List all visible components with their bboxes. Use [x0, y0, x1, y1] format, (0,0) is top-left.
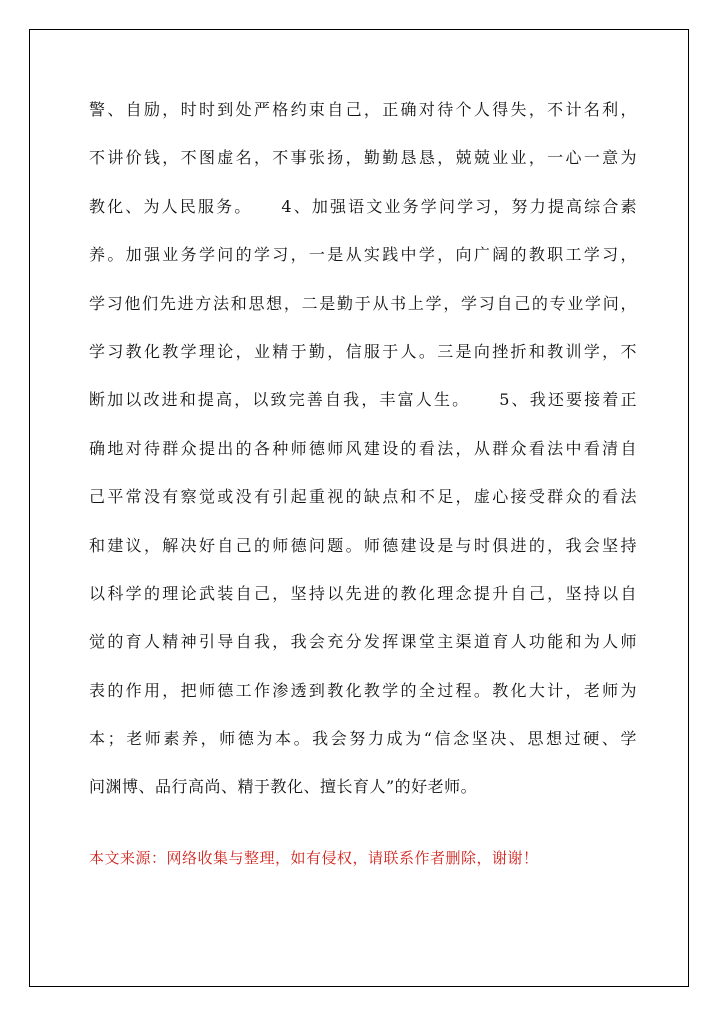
source-note: 本文来源：网络收集与整理，如有侵权，请联系作者删除，谢谢！ [89, 849, 539, 867]
body-text [89, 86, 637, 812]
text-line-15: 问渊博、品行高尚、精于教化、擅长育人”的好老师。 [89, 777, 478, 797]
text-line-2: 不讲价钱，不图虚名，不事张扬，勤勤恳恳，兢兢业业，一心一意为 [89, 148, 637, 168]
text-line-11: 以科学的理论武装自己，坚持以先进的教化理念提升自己，坚持以自 [89, 583, 637, 603]
text-line-13: 表的作用，把师德工作渗透到教化教学的全过程。教化大计，老师为 [89, 680, 637, 700]
text-line-5: 学习他们先进方法和思想，二是勤于从书上学，学习自己的专业学问， [89, 293, 637, 313]
text-line-14: 本；老师素养，师德为本。我会努力成为“信念坚决、思想过硬、学 [89, 729, 637, 749]
text-line-9: 己平常没有察觉或没有引起重视的缺点和不足，虚心接受群众的看法 [89, 487, 637, 507]
text-line-10: 和建议，解决好自己的师德问题。师德建设是与时俱进的，我会坚持 [89, 535, 637, 555]
text-line-3: 教化、为人民服务。 4、加强语文业务学问学习，努力提高综合素 [89, 196, 637, 216]
text-line-6: 学习教化教学理论，业精于勤，信服于人。三是向挫折和教训学，不 [89, 341, 637, 361]
text-line-12: 觉的育人精神引导自我，我会充分发挥课堂主渠道育人功能和为人师 [89, 632, 637, 652]
text-line-4: 养。加强业务学问的学习，一是从实践中学，向广阔的教职工学习， [89, 245, 637, 265]
text-line-7: 断加以改进和提高，以致完善自我，丰富人生。 5、我还要接着正 [89, 390, 637, 410]
text-line-8: 确地对待群众提出的各种师德师风建设的看法，从群众看法中看清自 [89, 438, 637, 458]
text-line-1: 警、自励，时时到处严格约束自己，正确对待个人得失，不计名利， [89, 100, 637, 119]
